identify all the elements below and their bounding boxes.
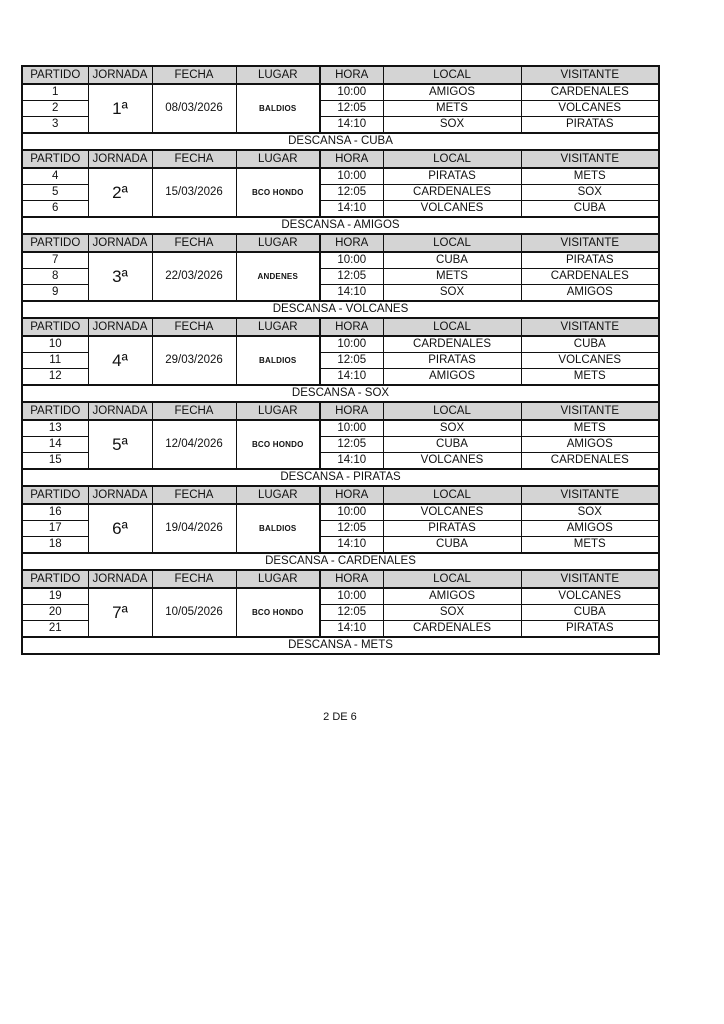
home-team: AMIGOS [383,369,521,386]
match-number: 1 [22,84,88,101]
match-row [22,420,659,437]
header-fecha: FECHA [152,66,236,84]
header-hora: HORA [320,486,383,504]
header-fecha: FECHA [152,402,236,420]
header-visitante: VISITANTE [521,402,659,420]
match-number: 9 [22,285,88,302]
header-fecha: FECHA [152,570,236,588]
match-time: 14:10 [320,537,383,554]
match-number: 7 [22,252,88,269]
header-local: LOCAL [383,150,521,168]
match-time: 14:10 [320,369,383,386]
jornada-label: 4ª [88,336,152,385]
away-team: AMIGOS [521,437,659,453]
match-number: 5 [22,185,88,201]
home-team: SOX [383,605,521,621]
header-partido: PARTIDO [22,402,88,420]
away-team: METS [521,420,659,437]
match-time: 12:05 [320,353,383,369]
header-partido: PARTIDO [22,234,88,252]
header-hora: HORA [320,150,383,168]
match-date: 10/05/2026 [152,588,236,637]
jornada-label: 3ª [88,252,152,301]
rest-row [22,637,659,654]
match-number: 12 [22,369,88,386]
away-team: AMIGOS [521,285,659,302]
match-number: 21 [22,621,88,638]
header-row [22,486,659,504]
away-team: PIRATAS [521,252,659,269]
match-time: 12:05 [320,185,383,201]
home-team: AMIGOS [383,84,521,101]
match-time: 12:05 [320,437,383,453]
header-lugar: LUGAR [236,318,320,336]
away-team: PIRATAS [521,621,659,638]
header-lugar: LUGAR [236,486,320,504]
header-hora: HORA [320,66,383,84]
header-hora: HORA [320,234,383,252]
match-time: 10:00 [320,336,383,353]
match-number: 4 [22,168,88,185]
home-team: CARDENALES [383,336,521,353]
match-date: 15/03/2026 [152,168,236,217]
header-fecha: FECHA [152,150,236,168]
match-date: 29/03/2026 [152,336,236,385]
away-team: METS [521,537,659,554]
header-local: LOCAL [383,570,521,588]
home-team: METS [383,269,521,285]
header-partido: PARTIDO [22,150,88,168]
match-date: 12/04/2026 [152,420,236,469]
match-row [22,168,659,185]
match-date: 19/04/2026 [152,504,236,553]
match-time: 10:00 [320,168,383,185]
header-row [22,150,659,168]
away-team: METS [521,369,659,386]
home-team: SOX [383,420,521,437]
rest-team: DESCANSA - CARDENALES [22,553,659,570]
jornada-label: 6ª [88,504,152,553]
match-time: 10:00 [320,588,383,605]
match-number: 18 [22,537,88,554]
header-partido: PARTIDO [22,66,88,84]
header-local: LOCAL [383,318,521,336]
jornada-label: 5ª [88,420,152,469]
match-venue: BALDIOS [236,336,320,385]
rest-team: DESCANSA - CUBA [22,133,659,150]
match-venue: BALDIOS [236,84,320,133]
header-fecha: FECHA [152,318,236,336]
header-visitante: VISITANTE [521,66,659,84]
schedule-table [21,65,660,655]
header-local: LOCAL [383,486,521,504]
away-team: METS [521,168,659,185]
schedule-body [22,66,659,654]
home-team: PIRATAS [383,521,521,537]
home-team: AMIGOS [383,588,521,605]
away-team: VOLCANES [521,588,659,605]
header-row [22,234,659,252]
home-team: CUBA [383,537,521,554]
home-team: VOLCANES [383,201,521,218]
match-row [22,252,659,269]
rest-row [22,217,659,234]
home-team: METS [383,101,521,117]
page-number: 2 DE 6 [323,711,357,723]
match-time: 14:10 [320,453,383,470]
match-number: 6 [22,201,88,218]
header-fecha: FECHA [152,486,236,504]
header-jornada: JORNADA [88,402,152,420]
header-row [22,402,659,420]
home-team: PIRATAS [383,168,521,185]
match-number: 15 [22,453,88,470]
match-time: 12:05 [320,101,383,117]
away-team: CARDENALES [521,453,659,470]
match-time: 10:00 [320,252,383,269]
away-team: SOX [521,185,659,201]
header-hora: HORA [320,402,383,420]
home-team: CUBA [383,437,521,453]
header-lugar: LUGAR [236,570,320,588]
match-time: 10:00 [320,84,383,101]
header-jornada: JORNADA [88,234,152,252]
header-jornada: JORNADA [88,570,152,588]
rest-row [22,385,659,402]
rest-row [22,301,659,318]
rest-row [22,133,659,150]
header-jornada: JORNADA [88,150,152,168]
match-number: 8 [22,269,88,285]
match-row [22,336,659,353]
match-time: 10:00 [320,420,383,437]
match-venue: BCO HONDO [236,588,320,637]
header-lugar: LUGAR [236,66,320,84]
rest-team: DESCANSA - PIRATAS [22,469,659,486]
match-number: 10 [22,336,88,353]
header-lugar: LUGAR [236,234,320,252]
header-lugar: LUGAR [236,402,320,420]
away-team: CARDENALES [521,269,659,285]
match-number: 19 [22,588,88,605]
header-row [22,318,659,336]
match-row [22,588,659,605]
match-venue: BCO HONDO [236,168,320,217]
header-visitante: VISITANTE [521,570,659,588]
rest-team: DESCANSA - SOX [22,385,659,402]
match-venue: BALDIOS [236,504,320,553]
away-team: AMIGOS [521,521,659,537]
away-team: VOLCANES [521,353,659,369]
match-time: 14:10 [320,285,383,302]
header-partido: PARTIDO [22,570,88,588]
match-row [22,84,659,101]
rest-team: DESCANSA - VOLCANES [22,301,659,318]
header-partido: PARTIDO [22,318,88,336]
away-team: VOLCANES [521,101,659,117]
match-number: 16 [22,504,88,521]
home-team: VOLCANES [383,453,521,470]
match-row [22,504,659,521]
match-number: 2 [22,101,88,117]
jornada-label: 7ª [88,588,152,637]
rest-row [22,469,659,486]
away-team: SOX [521,504,659,521]
match-number: 3 [22,117,88,134]
header-row [22,66,659,84]
home-team: CUBA [383,252,521,269]
home-team: VOLCANES [383,504,521,521]
match-date: 08/03/2026 [152,84,236,133]
jornada-label: 2ª [88,168,152,217]
header-local: LOCAL [383,402,521,420]
away-team: CUBA [521,201,659,218]
away-team: CUBA [521,336,659,353]
home-team: SOX [383,117,521,134]
away-team: CUBA [521,605,659,621]
header-hora: HORA [320,570,383,588]
away-team: CARDENALES [521,84,659,101]
header-jornada: JORNADA [88,486,152,504]
match-time: 12:05 [320,605,383,621]
match-number: 13 [22,420,88,437]
header-lugar: LUGAR [236,150,320,168]
header-jornada: JORNADA [88,66,152,84]
header-local: LOCAL [383,66,521,84]
match-number: 14 [22,437,88,453]
home-team: CARDENALES [383,185,521,201]
home-team: CARDENALES [383,621,521,638]
header-row [22,570,659,588]
header-hora: HORA [320,318,383,336]
header-visitante: VISITANTE [521,486,659,504]
header-visitante: VISITANTE [521,318,659,336]
match-time: 14:10 [320,201,383,218]
match-number: 17 [22,521,88,537]
away-team: PIRATAS [521,117,659,134]
match-time: 12:05 [320,521,383,537]
home-team: SOX [383,285,521,302]
match-time: 12:05 [320,269,383,285]
rest-team: DESCANSA - METS [22,637,659,654]
match-time: 14:10 [320,117,383,134]
match-venue: BCO HONDO [236,420,320,469]
match-number: 11 [22,353,88,369]
header-visitante: VISITANTE [521,234,659,252]
match-time: 14:10 [320,621,383,638]
rest-team: DESCANSA - AMIGOS [22,217,659,234]
header-partido: PARTIDO [22,486,88,504]
match-time: 10:00 [320,504,383,521]
header-jornada: JORNADA [88,318,152,336]
header-local: LOCAL [383,234,521,252]
header-fecha: FECHA [152,234,236,252]
jornada-label: 1ª [88,84,152,133]
match-date: 22/03/2026 [152,252,236,301]
rest-row [22,553,659,570]
home-team: PIRATAS [383,353,521,369]
match-venue: ANDENES [236,252,320,301]
match-number: 20 [22,605,88,621]
header-visitante: VISITANTE [521,150,659,168]
